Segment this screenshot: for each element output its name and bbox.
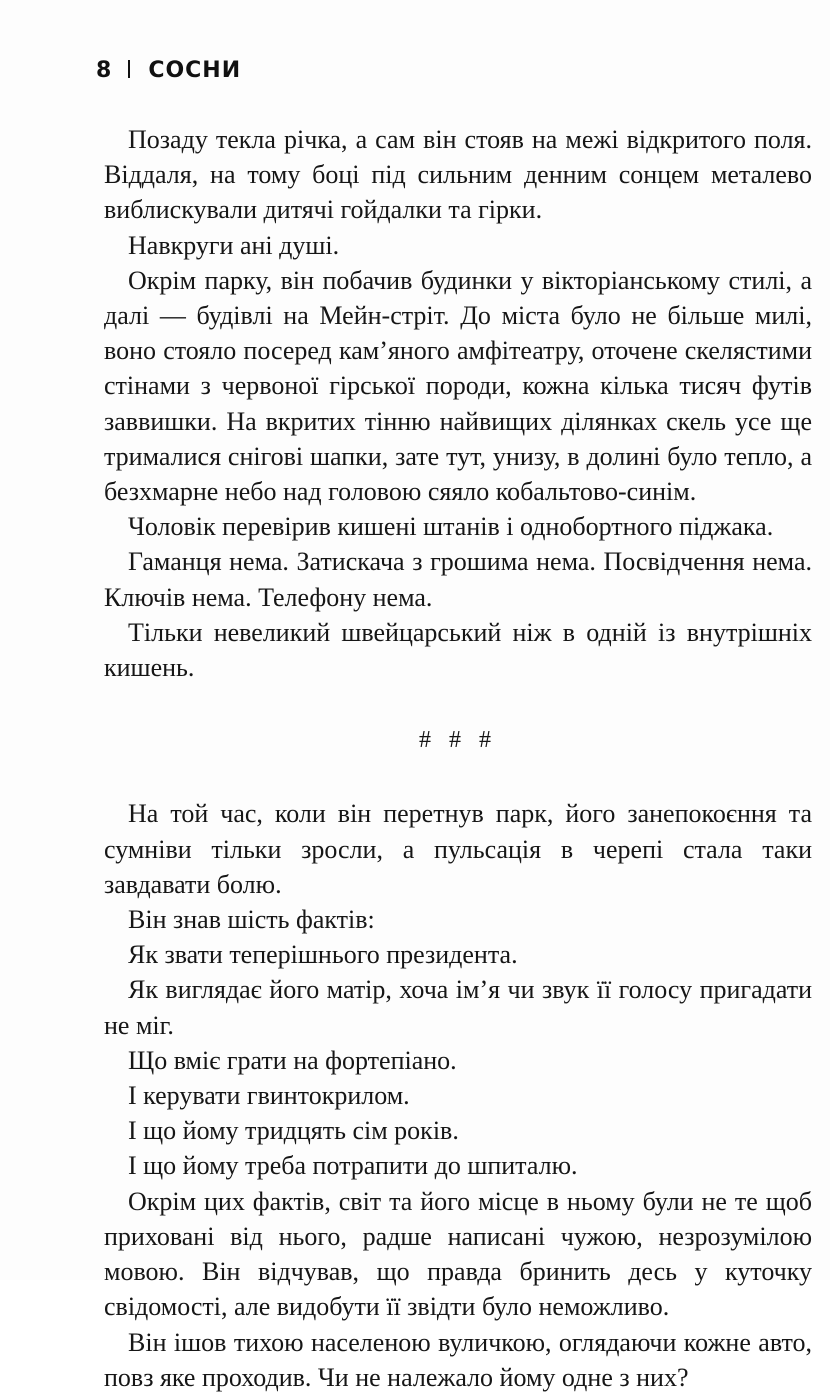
paragraph: Як звати теперішнього президента. [128,940,518,970]
paragraph: Тільки невеликий швейцарський ніж в одній із внутрішніх кишень. [104,617,812,683]
paragraph: Окрім цих фактів, світ та його місце в ньому були не те щоб приховані від нього, радше написані чужою, незрозумілою мовою. Він відчував, що правда бринить десь у куточку свідомості, але видобути її звідти було неможливо. [104,1186,812,1322]
paragraph: Як виглядає його матір, хоча ім’я чи звук її голосу пригадати не міг. [104,975,812,1040]
paragraph: Гаманця нема. Затискача з грошима нема. Посвідчення нема. Ключів нема. Телефону нема. [104,547,812,612]
paragraph: Навкруги ані душі. [128,230,340,260]
paragraph: На той час, коли він перетнув парк, його занепокоєння та сумніви тільки зросли, а пульсація в черепі стала таки завдавати болю. [104,799,812,899]
paragraph: Позаду текла річка, а сам він стояв на межі відкритого поля. Віддаля, на тому боці під сильним денним сонцем металево виблискували дитячі гойдалки та гірки. [104,125,812,225]
running-head [96,58,241,83]
paragraph: Що вміє грати на фортепіано. [128,1045,457,1075]
book-title: СОСНИ [148,58,242,83]
paragraph: Чоловік перевірив кишені штанів і однобортного піджака. [128,512,774,542]
paragraph: І що йому треба потрапити до шпиталю. [128,1151,578,1181]
paragraph: Окрім парку, він побачив будинки у вікторіанському стилі, а далі — будівлі на Мейн-стріт. До міста було не більше милі, воно стояло посеред кам’яного амфітеатру, оточене скелястими стінами з червоної гірської породи, кожна кілька тисяч футів заввишки. На вкритих тінню найвищих ділянках скель усе ще трималися снігові шапки, зате тут, унизу, в долині було тепло, а безхмарне небо над головою сяяло кобальтово-синім. [104,265,812,507]
section-break: # # # [419,727,497,754]
paragraph: І керувати гвинтокрилом. [128,1081,410,1111]
paragraph: Він ішов тихою населеною вуличкою, оглядаючи кожне авто, повз яке проходив. Чи не належало йому одне з них? [104,1327,812,1392]
paragraph: І що йому тридцять сім років. [128,1116,459,1146]
header-separator [128,60,130,78]
body-text [104,122,812,1395]
paragraph: Він знав шість фактів: [128,905,375,935]
page-number: 8 [96,58,113,83]
